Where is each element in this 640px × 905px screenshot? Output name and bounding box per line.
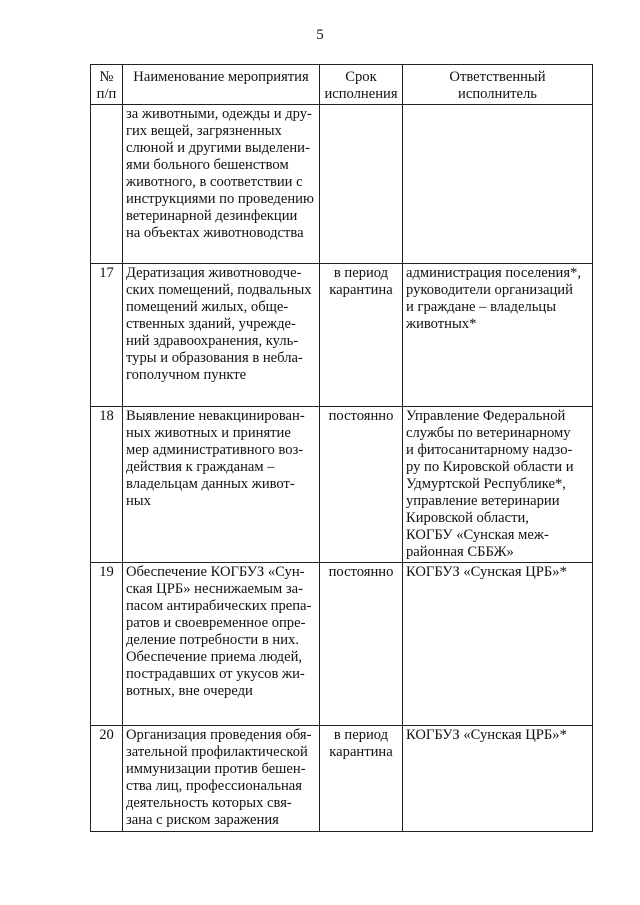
measure-name: Обеспечение КОГБУЗ «Сун- ская ЦРБ» неснижаемым за- пасом антирабических препа- ратов и своевременное опре- деление потребности в них. Обеспечение приема людей, пострадавших от укусов жи- вотных, вне очереди [123, 563, 320, 726]
responsible: Управление Федеральной службы по ветеринарному и фитосанитарному надзо- ру по Кировской области и Удмуртской Республике*, управление ветеринарии Кировской области, КОГБУ «Сунская меж- районная СББЖ» [403, 407, 593, 563]
responsible [403, 105, 593, 264]
term [320, 105, 403, 264]
term: в период карантина [320, 264, 403, 407]
header-number: № п/п [91, 65, 123, 105]
responsible: администрация поселения*, руководители организаций и граждане – владельцы животных* [403, 264, 593, 407]
header-responsible: Ответственный исполнитель [403, 65, 593, 105]
table-header-row [91, 65, 593, 105]
table-row [91, 726, 593, 832]
page-number: 5 [316, 27, 324, 43]
row-number: 20 [91, 726, 123, 832]
table-row [91, 264, 593, 407]
measure-name: Выявление невакцинирован- ных животных и принятие мер административного воз- действия к гражданам – владельцам данных живот- ных [123, 407, 320, 563]
row-number: 18 [91, 407, 123, 563]
term: постоянно [320, 563, 403, 726]
header-term: Срок исполнения [320, 65, 403, 105]
header-measure-name: Наименование мероприятия [123, 65, 320, 105]
measures-table [90, 64, 593, 832]
table-row [91, 563, 593, 726]
table-row [91, 105, 593, 264]
responsible: КОГБУЗ «Сунская ЦРБ»* [403, 563, 593, 726]
responsible: КОГБУЗ «Сунская ЦРБ»* [403, 726, 593, 832]
measure-name: Дератизация животноводче- ских помещений, подвальных помещений жилых, обще- ственных зданий, учрежде- ний здравоохранения, куль- туры и образования в небла- гополучном пункте [123, 264, 320, 407]
term: в период карантина [320, 726, 403, 832]
row-number: 19 [91, 563, 123, 726]
row-number: 17 [91, 264, 123, 407]
measure-name: Организация проведения обя- зательной профилактической иммунизации против бешен- ства лиц, профессиональная деятельность которых свя- зана с риском заражения [123, 726, 320, 832]
term: постоянно [320, 407, 403, 563]
table-row [91, 407, 593, 563]
measure-name: за животными, одежды и дру- гих вещей, загрязненных слюной и другими выделени- ями больного бешенством животного, в соответствии с инструкциями по проведению ветеринарной дезинфекции на объектах животноводства [123, 105, 320, 264]
row-number [91, 105, 123, 264]
